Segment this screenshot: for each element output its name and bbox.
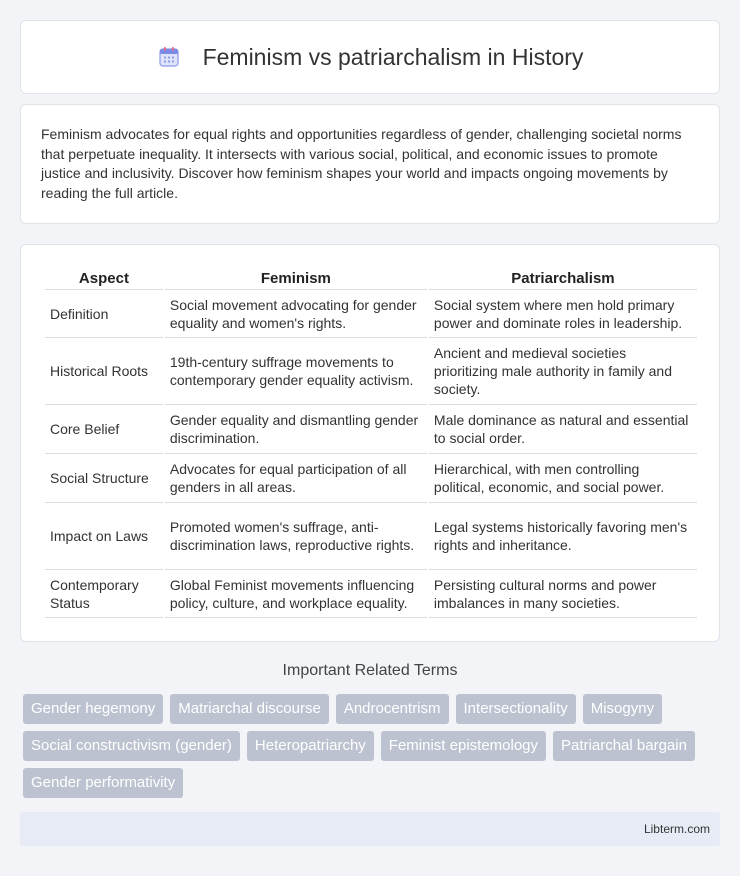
table-row [45, 453, 697, 502]
header-feminism: Feminism [260, 269, 331, 287]
related-term-tag[interactable]: Gender hegemony [23, 694, 163, 724]
cell-aspect: Core Belief [45, 404, 163, 453]
footer [20, 812, 720, 846]
related-term-tag[interactable]: Heteropatriarchy [247, 731, 374, 761]
cell-aspect: Impact on Laws [45, 502, 163, 569]
table-row [45, 404, 697, 453]
table-row [45, 289, 697, 337]
footer-site-link[interactable]: Libterm.com [643, 822, 710, 836]
cell-feminism: Promoted women's suffrage, anti-discrimination laws, reproductive rights. [165, 502, 427, 569]
table-row [45, 337, 697, 404]
related-term-tag[interactable]: Intersectionality [456, 694, 576, 724]
cell-patriarchalism: Persisting cultural norms and power imbalances in many societies. [429, 569, 697, 618]
cell-aspect: Definition [45, 289, 163, 337]
cell-patriarchalism: Male dominance as natural and essential to social order. [429, 404, 697, 453]
cell-patriarchalism: Ancient and medieval societies prioritizing male authority in family and society. [429, 337, 697, 404]
related-term-tag[interactable]: Androcentrism [336, 694, 449, 724]
related-terms-heading: Important Related Terms [282, 662, 458, 679]
cell-aspect: Historical Roots [45, 337, 163, 404]
comparison-card [20, 244, 720, 642]
intro-text: Feminism advocates for equal rights and opportunities regardless of gender, challenging societal norms that perpetuate inequality. It intersects with various social, political, and economic issues to promote justice and inclusivity. Discover how feminism shapes your world and impacts ongoing movements by reading the full article. [41, 126, 682, 201]
cell-feminism: Gender equality and dismantling gender discrimination. [165, 404, 427, 453]
cell-feminism: 19th-century suffrage movements to contemporary gender equality activism. [165, 337, 427, 404]
cell-patriarchalism: Hierarchical, with men controlling political, economic, and social power. [429, 453, 697, 502]
related-term-tag[interactable]: Patriarchal bargain [553, 731, 695, 761]
title-card [20, 20, 720, 94]
related-term-tag[interactable]: Feminist epistemology [381, 731, 546, 761]
cell-patriarchalism: Legal systems historically favoring men's rights and inheritance. [429, 502, 697, 569]
cell-patriarchalism: Social system where men hold primary power and dominate roles in leadership. [429, 289, 697, 337]
cell-aspect: Social Structure [45, 453, 163, 502]
table-header-row [45, 267, 697, 289]
related-term-tag[interactable]: Matriarchal discourse [170, 694, 329, 724]
cell-feminism: Social movement advocating for gender equality and women's rights. [165, 289, 427, 337]
table-row [45, 569, 697, 618]
table-row [45, 502, 697, 569]
intro-card [20, 104, 720, 224]
related-term-tag[interactable]: Gender performativity [23, 768, 183, 798]
cell-feminism: Advocates for equal participation of all genders in all areas. [165, 453, 427, 502]
header-aspect: Aspect [78, 269, 129, 287]
header-patriarchalism: Patriarchalism [511, 269, 615, 287]
related-term-tag[interactable]: Social constructivism (gender) [23, 731, 240, 761]
related-term-tag[interactable]: Misogyny [583, 694, 662, 724]
cell-aspect: Contemporary Status [45, 569, 163, 618]
comparison-table [43, 267, 699, 618]
calendar-icon [157, 45, 181, 69]
cell-feminism: Global Feminist movements influencing policy, culture, and workplace equality. [165, 569, 427, 618]
page-title: Feminism vs patriarchalism in History [202, 43, 584, 70]
related-terms-list [23, 694, 723, 805]
